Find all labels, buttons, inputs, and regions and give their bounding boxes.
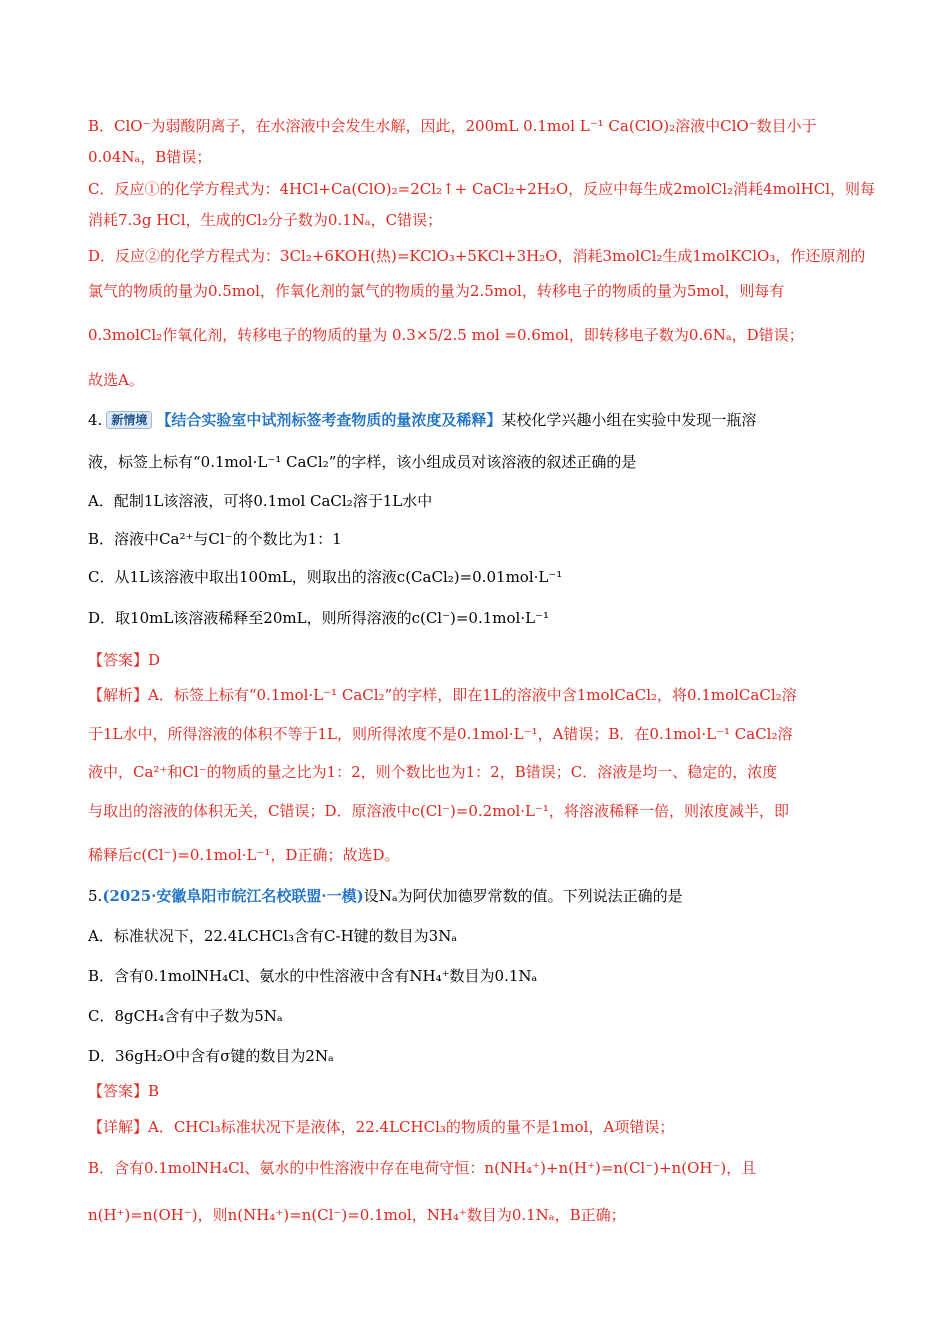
line-text: B．ClO⁻为弱酸阴离子，在水溶液中会发生水解，因此，200mL 0.1mol L⁻¹ Ca(ClO)₂溶液中ClO⁻数目小于 — [88, 117, 817, 135]
line-text: 4. — [88, 411, 103, 429]
line-text: 氯气的物质的量为0.5mol，作氧化剂的氯气的物质的量为2.5mol，转移电子的物质的量为5mol，则每有 — [88, 282, 785, 300]
line-text: n(H⁺)=n(OH⁻)，则n(NH₄⁺)=n(Cl⁻)=0.1mol，NH₄⁺数目为0.1Nₐ，B正确； — [88, 1206, 626, 1224]
text-line — [88, 147, 211, 167]
text-line — [88, 567, 562, 587]
line-text: B．溶液中Ca²⁺与Cl⁻的个数比为1：1 — [88, 530, 342, 548]
line-text: D．36gH₂O中含有σ键的数目为2Nₐ — [88, 1047, 334, 1065]
text-line — [88, 491, 432, 511]
line-text: C．从1L该溶液中取出100mL，则取出的溶液c(CaCl₂)=0.01mol·L⁻¹ — [88, 568, 563, 586]
line-text: 0.3molCl₂作氧化剂，转移电子的物质的量为 0.3×5/2.5 mol =0.6mol，即转移电子数为0.6Nₐ，D错误； — [88, 326, 804, 344]
line-text: 故选A。 — [88, 371, 144, 389]
line-text-rest: 设Nₐ为阿伏加德罗常数的值。下列说法正确的是 — [363, 887, 683, 905]
text-line — [88, 281, 784, 301]
text-line — [88, 608, 549, 628]
text-line — [88, 845, 400, 865]
line-text: C．8gCH₄含有中子数为5Nₐ — [88, 1007, 283, 1025]
line-text: B．含有0.1molNH₄Cl、氨水的中性溶液中存在电荷守恒：n(NH₄⁺)+n(H⁺)=n(Cl⁻)+n(OH⁻)，且 — [88, 1159, 757, 1177]
line-text: 【答案】B — [88, 1082, 160, 1100]
line-text-rest: 某校化学兴趣小组在实验中发现一瓶溶 — [501, 411, 757, 429]
line-text: 稀释后c(Cl⁻)=0.1mol·L⁻¹，D正确；故选D。 — [88, 846, 400, 864]
text-line — [88, 886, 683, 906]
line-text: 液中，Ca²⁺和Cl⁻的物质的量之比为1：2，则个数比也为1：2，B错误；C．溶液是均一、稳定的，浓度 — [88, 763, 778, 781]
line-text: C．反应①的化学方程式为：4HCl+Ca(ClO)₂=2Cl₂↑+ CaCl₂+2H₂O，反应中每生成2molCl₂消耗4molHCl，则每 — [88, 180, 876, 198]
line-text: 【答案】D — [88, 651, 161, 669]
text-line — [88, 650, 160, 670]
text-line — [88, 116, 817, 136]
text-line — [88, 801, 789, 821]
text-line — [88, 1205, 626, 1225]
text-line — [88, 246, 865, 266]
text-line — [88, 724, 792, 744]
text-line — [88, 1158, 756, 1178]
text-line — [88, 1081, 159, 1101]
question-source-highlight: 【结合实验室中试剂标签考查物质的量浓度及稀释】 — [156, 411, 502, 429]
text-line — [88, 966, 537, 986]
line-text: A．标准状况下，22.4LCHCl₃含有C-H键的数目为3Nₐ — [88, 927, 458, 945]
line-text: 于1L水中，所得溶液的体积不等于1L，则所得浓度不是0.1mol·L⁻¹，A错误；B．在0.1mol·L⁻¹ CaCl₂溶 — [88, 725, 793, 743]
text-line — [88, 1006, 283, 1026]
line-text: 5. — [88, 887, 103, 905]
question-source-highlight: (2025·安徽阜阳市皖江名校联盟·一模) — [102, 887, 364, 905]
text-line — [88, 179, 875, 199]
text-line — [88, 1046, 334, 1066]
line-text: 与取出的溶液的体积无关，C错误；D．原溶液中c(Cl⁻)=0.2mol·L⁻¹，将溶液稀释一倍，则浓度减半，即 — [88, 802, 789, 820]
line-text: A．配制1L该溶液，可将0.1mol CaCl₂溶于1L水中 — [88, 492, 433, 510]
text-line — [88, 926, 457, 946]
text-line — [88, 370, 144, 390]
text-line — [88, 685, 797, 705]
line-text: 【解析】A．标签上标有“0.1mol·L⁻¹ CaCl₂”的字样，即在1L的溶液中含1molCaCl₂，将0.1molCaCl₂溶 — [88, 686, 797, 704]
new-context-tag: 新情境 — [106, 411, 152, 429]
line-text: D．取10mL该溶液稀释至20mL，则所得溶液的c(Cl⁻)=0.1mol·L⁻¹ — [88, 609, 550, 627]
line-text: B．含有0.1molNH₄Cl、氨水的中性溶液中含有NH₄⁺数目为0.1Nₐ — [88, 967, 538, 985]
text-line — [88, 210, 442, 230]
line-text: 0.04Nₐ，B错误； — [88, 148, 212, 166]
text-line — [88, 1117, 674, 1137]
text-line — [88, 452, 636, 472]
text-line — [88, 325, 804, 345]
line-text: 【详解】A．CHCl₃标准状况下是液体，22.4LCHCl₃的物质的量不是1mol，A项错误； — [88, 1118, 675, 1136]
line-text: D．反应②的化学方程式为：3Cl₂+6KOH(热)=KClO₃+5KCl+3H₂O，消耗3molCl₂生成1molKClO₃，作还原剂的 — [88, 247, 866, 265]
line-text: 液，标签上标有“0.1mol·L⁻¹ CaCl₂”的字样，该小组成员对该溶液的叙述正确的是 — [88, 453, 637, 471]
text-line — [88, 762, 777, 782]
line-text: 消耗7.3g HCl，生成的Cl₂分子数为0.1Nₐ，C错误； — [88, 211, 443, 229]
text-line — [88, 410, 756, 430]
text-line — [88, 529, 342, 549]
